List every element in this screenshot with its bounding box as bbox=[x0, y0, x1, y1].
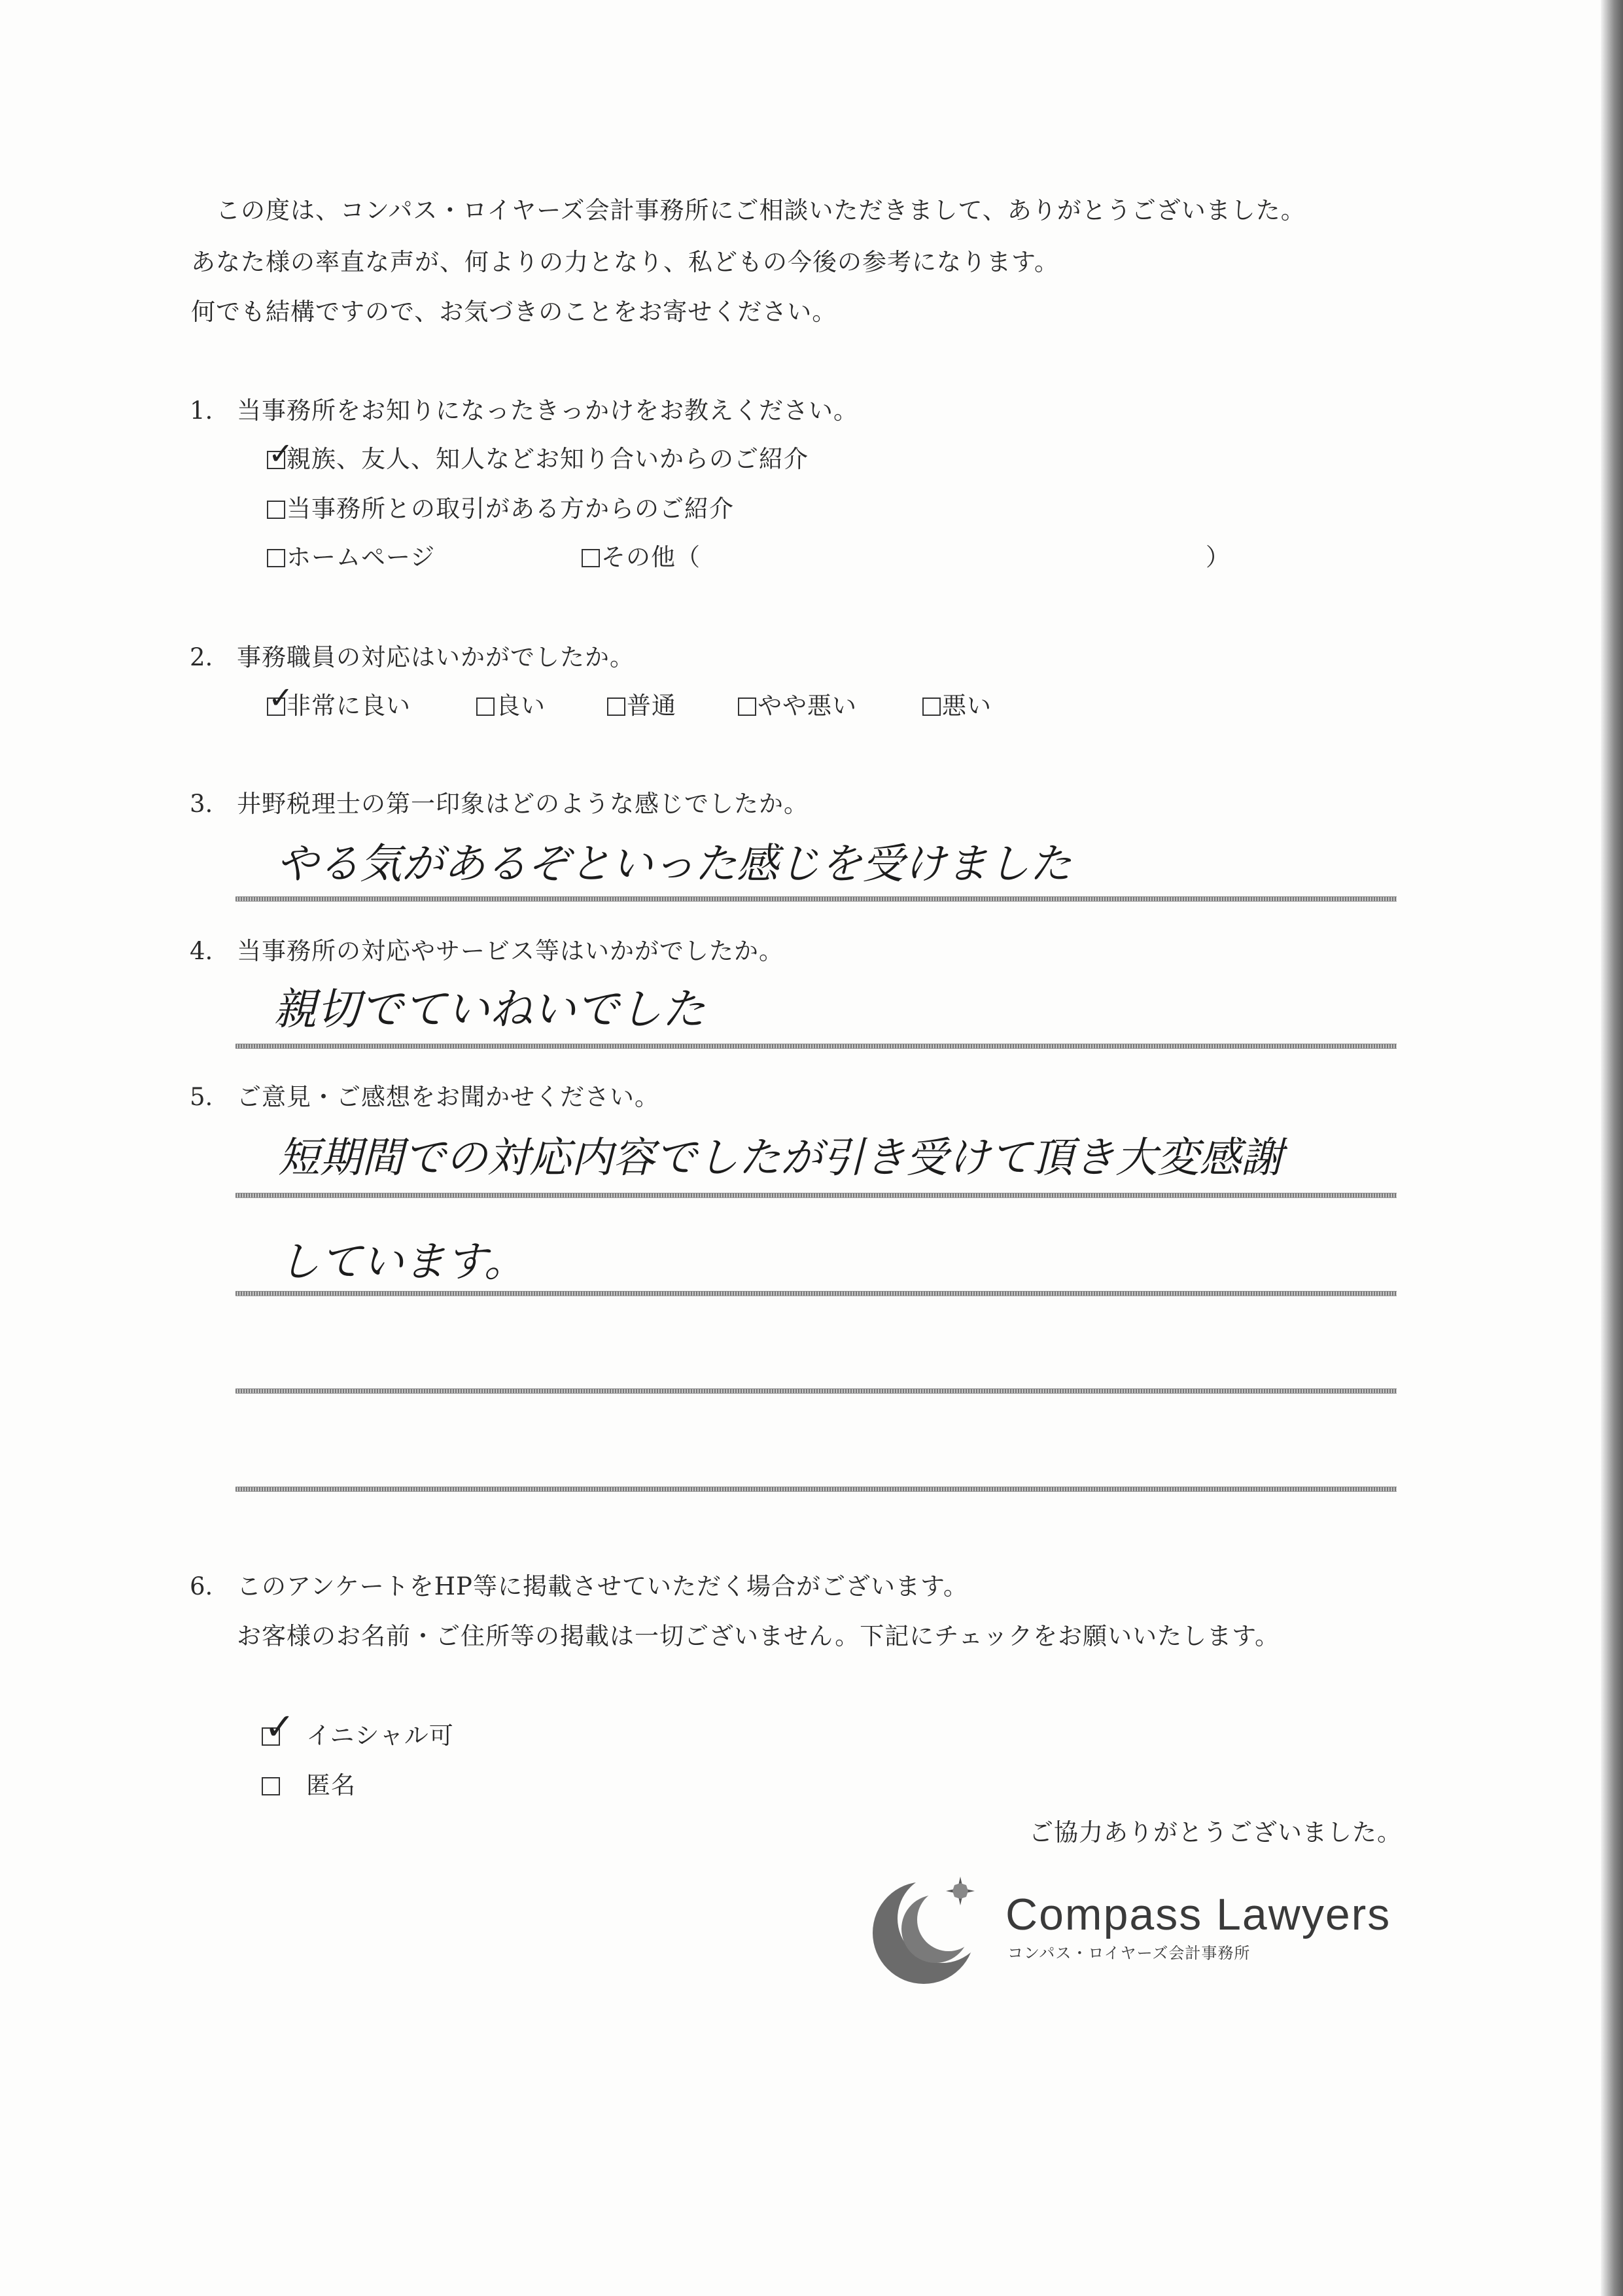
q6-option-anonymous[interactable] bbox=[262, 1773, 356, 1797]
q1-number: 1. bbox=[190, 397, 213, 425]
checkbox[interactable] bbox=[267, 549, 285, 567]
q2-option-somewhat-bad[interactable] bbox=[738, 694, 857, 718]
q1-question: 当事務所をお知りになったきっかけをお教えください。 bbox=[237, 397, 858, 425]
logo-wordmark: Compass Lawyers bbox=[1005, 1890, 1391, 1939]
intro-line-2: あなた様の率直な声が、何よりの力となり、私どもの今後の参考になります。 bbox=[191, 248, 1060, 276]
checkbox[interactable] bbox=[582, 549, 600, 567]
checkbox[interactable] bbox=[262, 1777, 280, 1795]
q6-number: 6. bbox=[190, 1572, 213, 1600]
q1-option-homepage[interactable] bbox=[267, 545, 435, 569]
checkmark-icon: ✓ bbox=[264, 1706, 295, 1748]
checkbox[interactable] bbox=[267, 501, 285, 519]
q2-option-bad[interactable] bbox=[922, 694, 992, 718]
q2-number: 2. bbox=[190, 643, 213, 671]
checkmark-icon: ✓ bbox=[268, 680, 294, 715]
logo-subtitle: コンパス・ロイヤーズ会計事務所 bbox=[1007, 1944, 1251, 1962]
compass-moon-logo-icon bbox=[865, 1865, 989, 1989]
q4-question: 当事務所の対応やサービス等はいかがでしたか。 bbox=[237, 937, 784, 965]
checkbox[interactable] bbox=[607, 698, 625, 716]
q5-number: 5. bbox=[190, 1083, 213, 1111]
intro-line-1: この度は、コンパス・ロイヤーズ会計事務所にご相談いただきまして、ありがとうございました。 bbox=[216, 196, 1306, 224]
option-label: イニシャル可 bbox=[306, 1722, 454, 1750]
option-label: 悪い bbox=[942, 692, 992, 720]
option-label: やや悪い bbox=[758, 692, 857, 720]
closing-thanks: ご協力ありがとうございました。 bbox=[1029, 1818, 1402, 1846]
checkbox[interactable] bbox=[922, 698, 941, 716]
option-label: その他（ bbox=[601, 543, 701, 571]
option-label: 親族、友人、知人などお知り合いからのご紹介 bbox=[287, 445, 809, 473]
q4-answer-handwritten: 親切でていねいでした bbox=[273, 984, 705, 1034]
option-label: 当事務所との取引がある方からのご紹介 bbox=[287, 495, 734, 523]
answer-line bbox=[236, 896, 1397, 902]
checkmark-icon: ✓ bbox=[268, 436, 294, 471]
q2-option-normal[interactable] bbox=[607, 694, 676, 718]
q6-line-2: お客様のお名前・ご住所等の掲載は一切ございません。下記にチェックをお願いいたします。 bbox=[237, 1622, 1280, 1650]
answer-line bbox=[236, 1291, 1397, 1296]
q1-option-other[interactable] bbox=[582, 545, 701, 569]
intro-line-3: 何でも結構ですので、お気づきのことをお寄せください。 bbox=[191, 298, 837, 326]
q2-question: 事務職員の対応はいかがでしたか。 bbox=[237, 643, 635, 671]
q4-number: 4. bbox=[190, 937, 213, 965]
scan-page-edge bbox=[1601, 0, 1623, 2296]
q1-option-referral-friends[interactable] bbox=[267, 447, 809, 471]
q3-question: 井野税理士の第一印象はどのような感じでしたか。 bbox=[237, 790, 809, 818]
q1-other-close-paren: ） bbox=[1206, 543, 1230, 571]
answer-line bbox=[236, 1388, 1397, 1394]
answer-line bbox=[236, 1193, 1397, 1198]
q5-answer-line-2-handwritten: しています。 bbox=[278, 1238, 526, 1286]
option-label: 非常に良い bbox=[287, 692, 411, 720]
answer-line bbox=[236, 1487, 1397, 1492]
q6-line-1: このアンケートをHP等に掲載させていただく場合がございます。 bbox=[237, 1572, 968, 1600]
q3-number: 3. bbox=[190, 790, 213, 818]
q3-answer-handwritten: やる気があるぞといった感じを受けました bbox=[276, 840, 1072, 889]
q5-answer-line-1-handwritten: 短期間での対応内容でしたが引き受けて頂き大変感謝 bbox=[278, 1134, 1283, 1182]
answer-line bbox=[236, 1044, 1397, 1049]
option-label: ホームページ bbox=[287, 543, 436, 571]
q2-option-good[interactable] bbox=[476, 694, 546, 718]
q1-option-referral-clients[interactable] bbox=[267, 497, 734, 521]
option-label: 普通 bbox=[627, 692, 676, 720]
checkbox[interactable] bbox=[476, 698, 495, 716]
option-label: 匿名 bbox=[306, 1771, 356, 1799]
checkbox[interactable] bbox=[738, 698, 756, 716]
option-label: 良い bbox=[496, 692, 546, 720]
q5-question: ご意見・ご感想をお聞かせください。 bbox=[237, 1083, 659, 1111]
